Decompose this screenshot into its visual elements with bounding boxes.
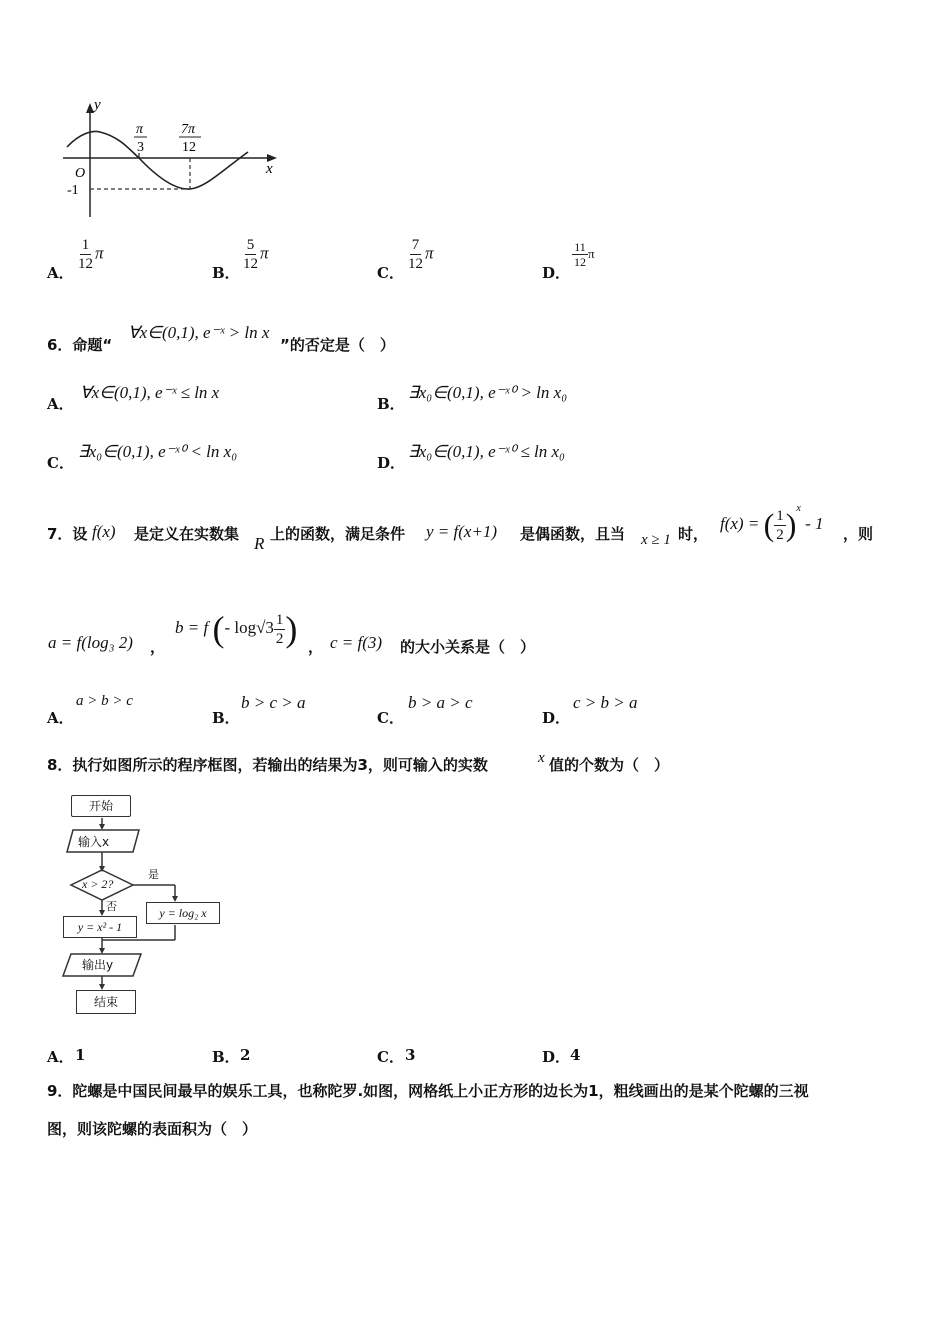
y-axis-arrow [86,103,94,113]
q7-option-c-text[interactable]: b > a > c [408,693,473,712]
q7-p4: 是偶函数，且当 [520,525,626,543]
q8-option-a-label[interactable]: A． [47,1048,74,1066]
y-label: y [94,97,101,113]
tick1-den: 3 [137,140,144,155]
flow-cond: x > 2? [82,877,114,891]
q6-option-c-label[interactable]: C． [47,454,74,472]
q7-p1: 7．设 [47,525,88,543]
q7-p2: 是定义在实数集 [134,525,240,543]
tick2-den: 12 [182,140,196,155]
q9-line1: 9．陀螺是中国民间最早的娱乐工具，也称陀罗.如图，网格纸上小正方形的边长为1，粗线画出的是某个陀螺的三视 [47,1082,809,1100]
q8-option-b-label[interactable]: B． [212,1048,240,1066]
q6-option-b-text[interactable]: ∃x₀∈(0,1), e⁻ˣ⁰ > ln x₀ [408,383,568,402]
q7-cond: y = f(x+1) [426,522,498,541]
q7-comma2: ， [308,638,324,656]
q7-fx: f(x) [92,522,116,541]
q7-option-b-label[interactable]: B． [212,709,240,727]
tick1-num: π [136,122,144,137]
q7-b-def: b = f (- log√3 $\frac{1}{2}$ ) [175,609,298,649]
q7-option-d-label[interactable]: D． [542,709,571,727]
q7-a-def: a = f(log₃ 2) [48,633,133,652]
q8-var: x [538,750,545,766]
q8-text-a: 8．执行如图所示的程序框图，若输出的结果为3，则可输入的实数 [47,756,488,774]
q5-option-b-label[interactable]: B． [212,264,240,282]
x-label: x [266,161,273,177]
q6-option-d-text[interactable]: ∃x₀∈(0,1), e⁻ˣ⁰ ≤ ln x₀ [408,442,565,461]
q6-statement: ∀x∈(0,1), e⁻ˣ > ln x [128,323,270,342]
q7-option-b-text[interactable]: b > c > a [241,693,306,712]
q7-p6: ，则 [843,525,874,543]
q7-option-a-label[interactable]: A． [47,709,74,727]
q6-suffix: ”的否定是（ ） [280,336,395,354]
flow-input: 输入x [78,835,110,849]
flow-end: 结束 [76,990,136,1014]
q6-prefix: 6．命题“ [47,336,113,354]
q7-option-a-text[interactable]: a > b > c [76,693,133,709]
flow-branch-yes: y = log₂ x [146,902,220,924]
q5-option-c-label[interactable]: C． [377,264,404,282]
neg-one-label: -1 [67,183,79,198]
q9-line2: 图，则该陀螺的表面积为（ ） [47,1120,258,1138]
tick2-num: 7π [181,122,196,137]
q5-option-d-label[interactable]: D． [542,264,571,282]
q5-option-d-value[interactable]: $\frac{11}{12}$ π [574,240,595,270]
q7-R: R [254,534,265,553]
flow-start: 开始 [71,795,131,817]
q5-option-b-value[interactable]: $\frac{5}{12}$ π [243,237,269,272]
origin-label: O [75,166,86,181]
q6-option-c-text[interactable]: ∃x₀∈(0,1), e⁻ˣ⁰ < ln x₀ [78,442,238,461]
q8-option-d-label[interactable]: D． [542,1048,571,1066]
q7-option-c-label[interactable]: C． [377,709,404,727]
flow-branch-no: y = x² - 1 [63,916,137,938]
flow-yes: 是 [148,868,159,881]
q6-option-a-text[interactable]: ∀x∈(0,1), e⁻ˣ ≤ ln x [80,383,220,402]
q7-option-d-text[interactable]: c > b > a [573,693,638,712]
q7-formula: f(x) = ( $\frac{1}{2}$ )$^x$ - 1 [720,503,824,543]
q5-option-a-value[interactable]: $\frac{1}{12}$ π [78,237,104,272]
q8-option-c-label[interactable]: C． [377,1048,404,1066]
q7-comma1: ， [150,638,166,656]
q6-option-a-label[interactable]: A． [47,395,74,413]
q8-option-d-text[interactable]: 4 [570,1046,581,1064]
q5-option-a-label[interactable]: A． [47,264,74,282]
q8-option-a-text[interactable]: 1 [75,1046,86,1064]
sine-graph [45,95,285,225]
q5-option-c-value[interactable]: $\frac{7}{12}$ π [408,237,434,272]
flow-output: 输出y [82,958,114,972]
q7-xge: x ≥ 1 [641,532,671,548]
q8-option-c-text[interactable]: 3 [405,1046,416,1064]
q7-p7: 的大小关系是（ ） [400,638,536,656]
q8-text-b: 值的个数为（ ） [549,756,670,774]
q7-p3: 上的函数，满足条件 [270,525,406,543]
q6-option-b-label[interactable]: B． [377,395,405,413]
q7-c-def: c = f(3) [330,633,383,652]
q8-option-b-text[interactable]: 2 [240,1046,251,1064]
q6-option-d-label[interactable]: D． [377,454,406,472]
q7-p5: 时， [678,525,709,543]
flow-no: 否 [106,900,117,913]
sine-curve [67,131,248,189]
